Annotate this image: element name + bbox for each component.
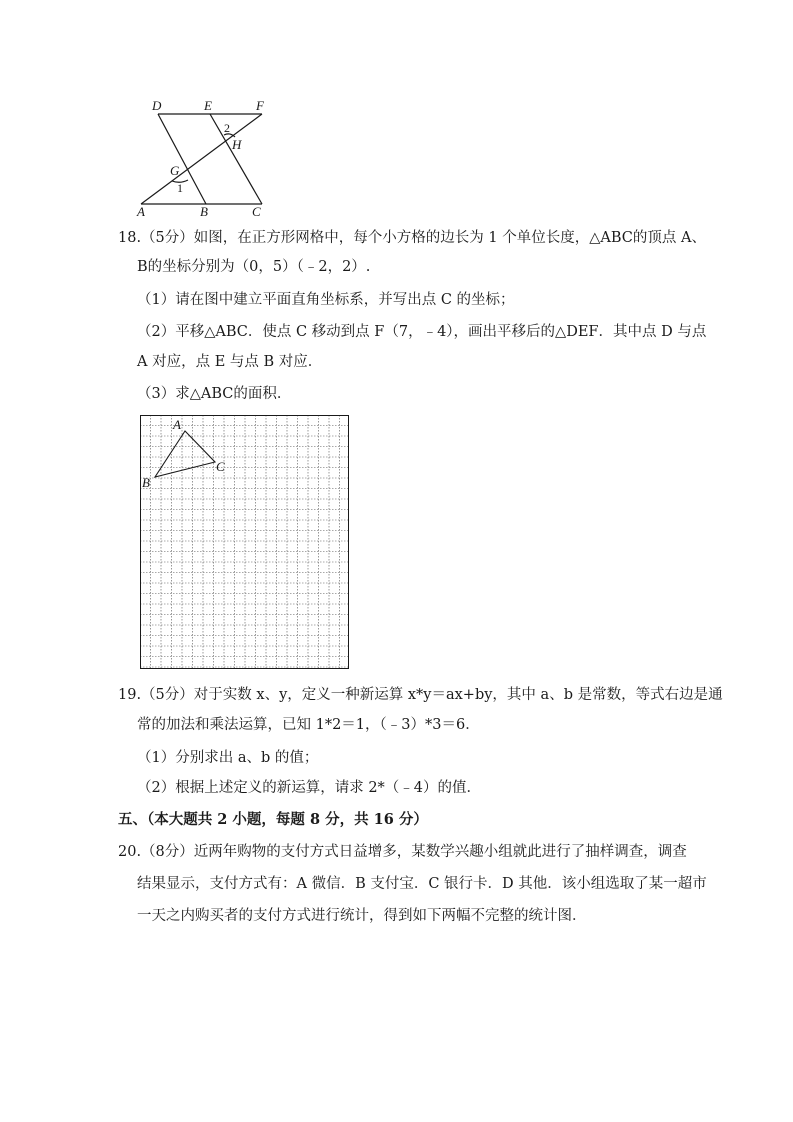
square-grid-figure [140, 415, 350, 670]
q19-stem-line1: 19.（5分）对于实数 x、y，定义一种新运算 x*y＝ax+by，其中 a、b 是常数，等式右边是通 [118, 687, 723, 703]
grid-label-A: A [173, 417, 181, 432]
q19-part2: （2）根据上述定义的新运算，请求 2*（﹣4）的值． [137, 780, 482, 796]
q18-stem-line2: B的坐标分别为（0，5）（﹣2，2）. [137, 259, 371, 275]
segment-EC [210, 114, 262, 204]
label-F: F [256, 98, 264, 113]
q20-stem-line1: 20.（8分）近两年购物的支付方式日益增多，某数学兴趣小组就此进行了抽样调查，调查 [118, 844, 687, 860]
q19-stem-line2: 常的加法和乘法运算，已知 1*2＝1，（﹣3）*3＝6． [137, 717, 480, 733]
q19-part1: （1）分别求出 a、b 的值； [137, 750, 319, 766]
q18-stem-line1: 18.（5分）如图，在正方形网格中，每个小方格的边长为 1 个单位长度，△ABC的顶点 A、 [118, 230, 706, 246]
label-angle-2: 2 [224, 121, 230, 135]
label-B: B [200, 204, 208, 219]
label-D: D [152, 98, 162, 113]
label-C: C [252, 204, 261, 219]
q20-stem-line2: 结果显示，支付方式有：A 微信．B 支付宝．C 银行卡．D 其他．该小组选取了某一超市 [137, 876, 707, 892]
label-G: G [170, 163, 180, 178]
label-E: E [204, 98, 212, 113]
triangle-ABC [155, 431, 215, 477]
label-H: H [232, 137, 242, 152]
q18-part2-line2: A 对应，点 E 与点 B 对应． [137, 354, 323, 370]
section-5-header: 五、（本大题共 2 小题，每题 8 分，共 16 分） [118, 811, 428, 828]
q18-part3: （3）求△ABC的面积． [137, 386, 292, 402]
q18-part2-line1: （2）平移△ABC．使点 C 移动到点 F（7，﹣4），画出平移后的△DEF．其中点 D 与点 [137, 324, 707, 340]
segment-AF [141, 114, 262, 204]
label-A: A [137, 204, 145, 219]
grid-label-C: C [216, 459, 225, 474]
label-angle-1: 1 [177, 181, 183, 195]
q18-part1: （1）请在图中建立平面直角坐标系，并写出点 C 的坐标； [137, 292, 515, 308]
grid-label-B: B [142, 475, 150, 490]
q20-stem-line3: 一天之内购买者的支付方式进行统计，得到如下两幅不完整的统计图． [137, 908, 587, 924]
